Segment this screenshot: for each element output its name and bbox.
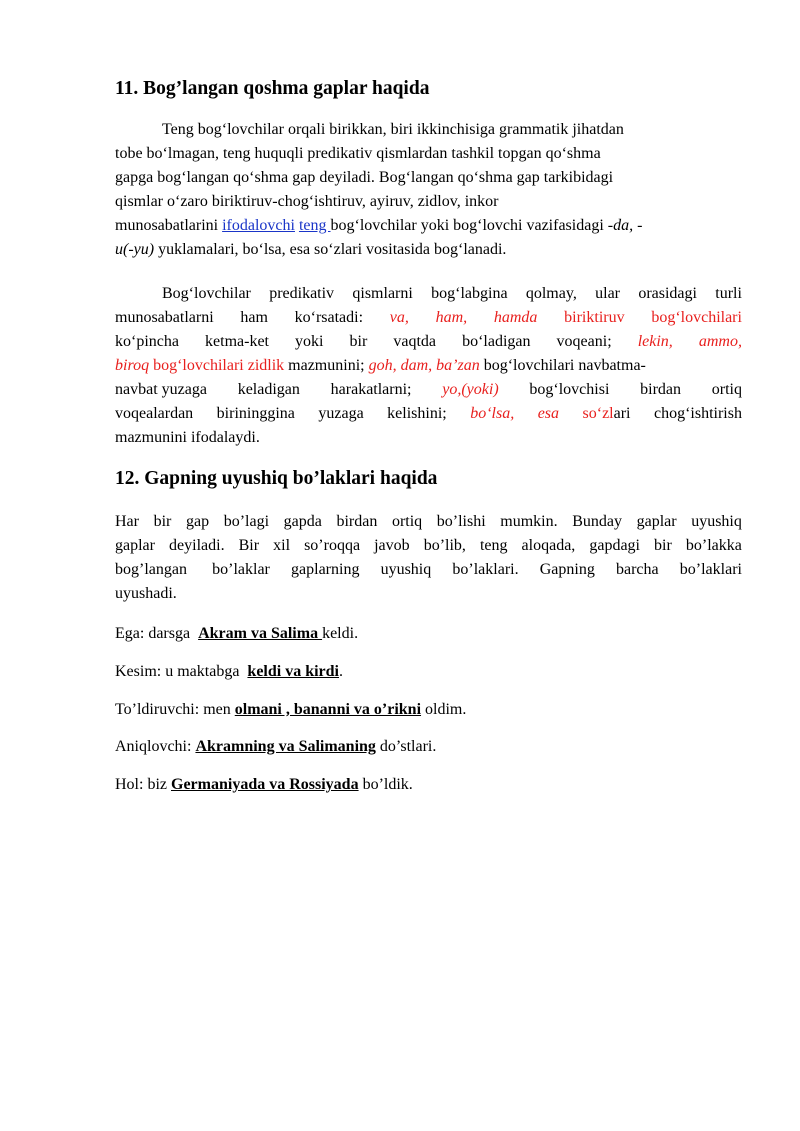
word: deyiladi. [169, 537, 225, 554]
word: gaplarning [291, 561, 360, 578]
s11-p2-line: mazmunini ifodalaydi. [115, 429, 260, 446]
word: gap [185, 513, 210, 530]
word: birdan [640, 381, 682, 398]
word: bir [153, 513, 172, 530]
section-12-heading: 12. Gapning uyushiq bo’laklari haqida [115, 468, 438, 489]
s11-p2-line [115, 378, 742, 402]
word: qolmay, [525, 285, 577, 302]
word: chog‘ishtirish [653, 405, 742, 422]
example-underlined: olmani , bananni va o’rikni [234, 701, 422, 718]
word: bo’lishi [436, 513, 486, 530]
example-hol [115, 773, 742, 797]
word: javob [374, 537, 410, 554]
s11-p1-line: qismlar o‘zaro biriktiruv-chog‘ishtiruv, ayiruv, zidlov, inkor [115, 193, 499, 210]
word: bo’laklar [212, 561, 270, 578]
word: yuzaga [318, 405, 364, 422]
word: Bog‘lovchilar [162, 285, 251, 302]
word: mumkin. [500, 513, 558, 530]
word: so’roqqa [304, 537, 361, 554]
example-tail: keldi. [322, 625, 359, 642]
s11-p1-line: Teng bog‘lovchilar orqali birikkan, biri ikkinchisiga grammatik jihatdan [162, 121, 624, 138]
word: ham [240, 309, 268, 326]
word: bog‘labgina [431, 285, 508, 302]
example-underlined: Akram va Salima [198, 625, 323, 642]
s11-p1-line: gapga bog‘langan qo‘shma gap deyiladi. Bog‘langan qo‘shma gap tarkibidagi [115, 169, 614, 186]
word: ketma-ket [205, 333, 269, 350]
red-word: biriktiruv [564, 309, 625, 326]
example-tail: . [339, 663, 343, 680]
s11-p2-line [115, 282, 742, 306]
example-aniqlovchi [115, 735, 742, 759]
example-label: Ega: darsga [115, 625, 199, 642]
word: bo‘ladigan [462, 333, 531, 350]
word: ortiq [391, 513, 423, 530]
word: ortiq [711, 381, 742, 398]
word: voqeani; [556, 333, 612, 350]
word: keladigan [237, 381, 300, 398]
example-kesim [115, 660, 742, 684]
word: turli [715, 285, 742, 302]
red-word: ammo, [698, 333, 742, 350]
word: gaplar [636, 513, 677, 530]
red-word: esa [537, 405, 560, 422]
example-underlined: Akramning va Salimaning [195, 738, 376, 755]
text-span: munosabatlarini [115, 217, 223, 234]
word: uyushiq [380, 561, 432, 578]
word: bir [349, 333, 368, 350]
s11-p1-line: tobe bo‘lmagan, teng huquqli predikativ qismlardan tashkil topgan qo‘shma [115, 145, 601, 162]
red-word: lekin, [637, 333, 673, 350]
italic-span: u(-yu) [115, 241, 155, 258]
word: bo’laklari. [452, 561, 519, 578]
word: uyushiq [691, 513, 742, 530]
red-word: hamda [493, 309, 538, 326]
example-label: Hol: biz [115, 776, 171, 793]
s12-p1-line [115, 534, 742, 558]
example-underlined: Germaniyada va Rossiyada [171, 776, 359, 793]
text-span: mazmunini; [284, 357, 369, 374]
word: voqealardan [115, 405, 194, 422]
s12-p1-line [115, 558, 742, 582]
word: yoki [295, 333, 324, 350]
word: birininggina [216, 405, 295, 422]
red-word: yo,(yoki) [442, 381, 499, 398]
word: Har [115, 513, 139, 530]
s11-p2-line [115, 354, 742, 378]
word: teng [479, 537, 508, 554]
s12-p1-line: uyushadi. [115, 585, 177, 602]
word: navbat yuzaga [115, 381, 207, 398]
red-word: bo‘lsa, [470, 405, 515, 422]
s11-p1-line [115, 214, 742, 238]
red-word: bog‘lovchilari zidlik [149, 357, 285, 374]
example-label: Aniqlovchi: [115, 738, 196, 755]
text-span: yuklamalari, bo‘lsa, esa so‘zlari vositasida bog‘lanadi. [154, 241, 507, 258]
word: Bir [238, 537, 260, 554]
example-tail: bo’ldik. [358, 776, 413, 793]
word: vaqtda [393, 333, 437, 350]
red-word: biroq [115, 357, 150, 374]
word: aloqada, [521, 537, 576, 554]
ifodalovchi-link[interactable]: ifodalovchi [222, 217, 295, 234]
example-underlined: keldi va kirdi [247, 663, 339, 680]
teng-link[interactable]: teng [298, 217, 331, 234]
word: bo’lagi [223, 513, 270, 530]
example-label: Kesim: u maktabga [115, 663, 248, 680]
text-span: bog‘lovchilar yoki bog‘lovchi vazifasidagi [330, 217, 608, 234]
s11-p2-line [115, 402, 742, 426]
italic-span: -da, - [607, 217, 643, 234]
s12-p1-line [115, 510, 742, 534]
s11-p2-line [115, 330, 742, 354]
word: bo’lib, [423, 537, 466, 554]
word: gapdagi [589, 537, 640, 554]
red-word: ham, [435, 309, 468, 326]
section-11-heading: 11. Bog’langan qoshma gaplar haqida [115, 78, 430, 99]
word: munosabatlarni [115, 309, 214, 326]
s11-p1-line [115, 238, 742, 262]
red-word: va, [389, 309, 409, 326]
word: Bunday [572, 513, 622, 530]
word: gaplar [115, 537, 155, 554]
example-ega [115, 622, 742, 646]
word: bo’lakka [685, 537, 742, 554]
word: ari [613, 405, 631, 422]
word: predikativ [269, 285, 335, 302]
word: orasidagi [638, 285, 697, 302]
word: qismlarni [352, 285, 413, 302]
word: bir [654, 537, 672, 554]
word: ular [595, 285, 620, 302]
red-word: goh, dam, ba’zan [368, 357, 480, 374]
word: birdan [336, 513, 378, 530]
word: gapda [283, 513, 322, 530]
red-word: so‘zl [582, 405, 614, 422]
word: bog’langan [115, 561, 191, 578]
word: xil [273, 537, 291, 554]
word: Gapning [539, 561, 595, 578]
s11-p2-line [115, 306, 742, 330]
text-span: bog‘lovchilari navbatma- [479, 357, 646, 374]
word: bog‘lovchisi [529, 381, 610, 398]
word: barcha [615, 561, 659, 578]
word: harakatlarni; [330, 381, 412, 398]
example-tail: oldim. [421, 701, 467, 718]
word: kelishini; [387, 405, 447, 422]
word: ko‘rsatadi: [294, 309, 364, 326]
red-word: bog‘lovchilari [651, 309, 742, 326]
word: bo’laklari [679, 561, 742, 578]
word: ko‘pincha [115, 333, 179, 350]
example-label: To’ldiruvchi: men [115, 701, 235, 718]
example-tail: do’stlari. [375, 738, 437, 755]
example-toldiruvchi [115, 698, 742, 722]
